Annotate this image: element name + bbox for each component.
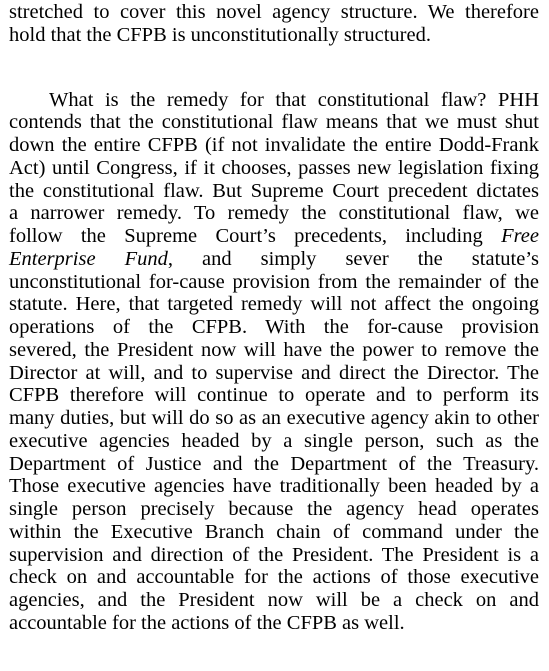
text-segment: follow the Supreme Court’s precedents, including (9, 225, 483, 247)
text-line: statute. Here, that targeted remedy will not affect the ongoing (9, 293, 539, 316)
text-line: agencies, and the President now will be a check on and (9, 589, 539, 611)
text-line: Department of Justice and the Department of the Treasury. (9, 452, 539, 475)
paragraph-remedy (9, 89, 539, 635)
text-line: Director at will, and to supervise and direct the Director. The (9, 361, 539, 384)
text-line: unconstitutional for-cause provision from the remainder of the (9, 270, 539, 293)
case-name-italic: Free (501, 225, 539, 247)
text-line: operations of the CFPB. With the for-cause provision (9, 316, 539, 338)
text-line: executive agencies headed by a single person, such as the (9, 429, 539, 452)
text-line: stretched to cover this novel agency structure. We therefore (9, 1, 539, 23)
text-line: Those executive agencies have traditionally been headed by a (9, 475, 539, 498)
text-line: down the entire CFPB (if not invalidate the entire Dodd-Frank (9, 134, 539, 156)
text-line: accountable for the actions of the CFPB as well. (9, 611, 405, 634)
text-line-with-case (9, 225, 539, 248)
text-line: What is the remedy for that constitutional flaw? PHH (49, 88, 539, 111)
text-line: Act) until Congress, if it chooses, passes new legislation fixing (9, 156, 539, 179)
text-line: contends that the constitutional flaw means that we must shut (9, 111, 539, 134)
text-line: CFPB therefore will continue to operate and to perform its (9, 384, 539, 407)
text-line: within the Executive Branch chain of command under the (9, 520, 539, 543)
text-line: hold that the CFPB is unconstitutionally structured. (9, 23, 431, 46)
case-name-italic: Enterprise Fund (9, 247, 168, 270)
text-line: supervision and direction of the President. The President is a (9, 543, 539, 566)
text-segment: , and simply sever the statute’s (167, 247, 539, 270)
text-line: the constitutional flaw. But Supreme Court precedent dictates (9, 179, 539, 202)
text-line: a narrower remedy. To remedy the constitutional flaw, we (9, 202, 539, 225)
paragraph-holding (9, 0, 539, 47)
text-line: many duties, but will do so as an executive agency akin to other (9, 407, 539, 429)
text-line: severed, the President now will have the power to remove the (9, 338, 539, 361)
text-line-with-case (9, 248, 539, 271)
text-line: check on and accountable for the actions of those executive (9, 566, 539, 589)
text-line: single person precisely because the agency head operates (9, 498, 539, 520)
